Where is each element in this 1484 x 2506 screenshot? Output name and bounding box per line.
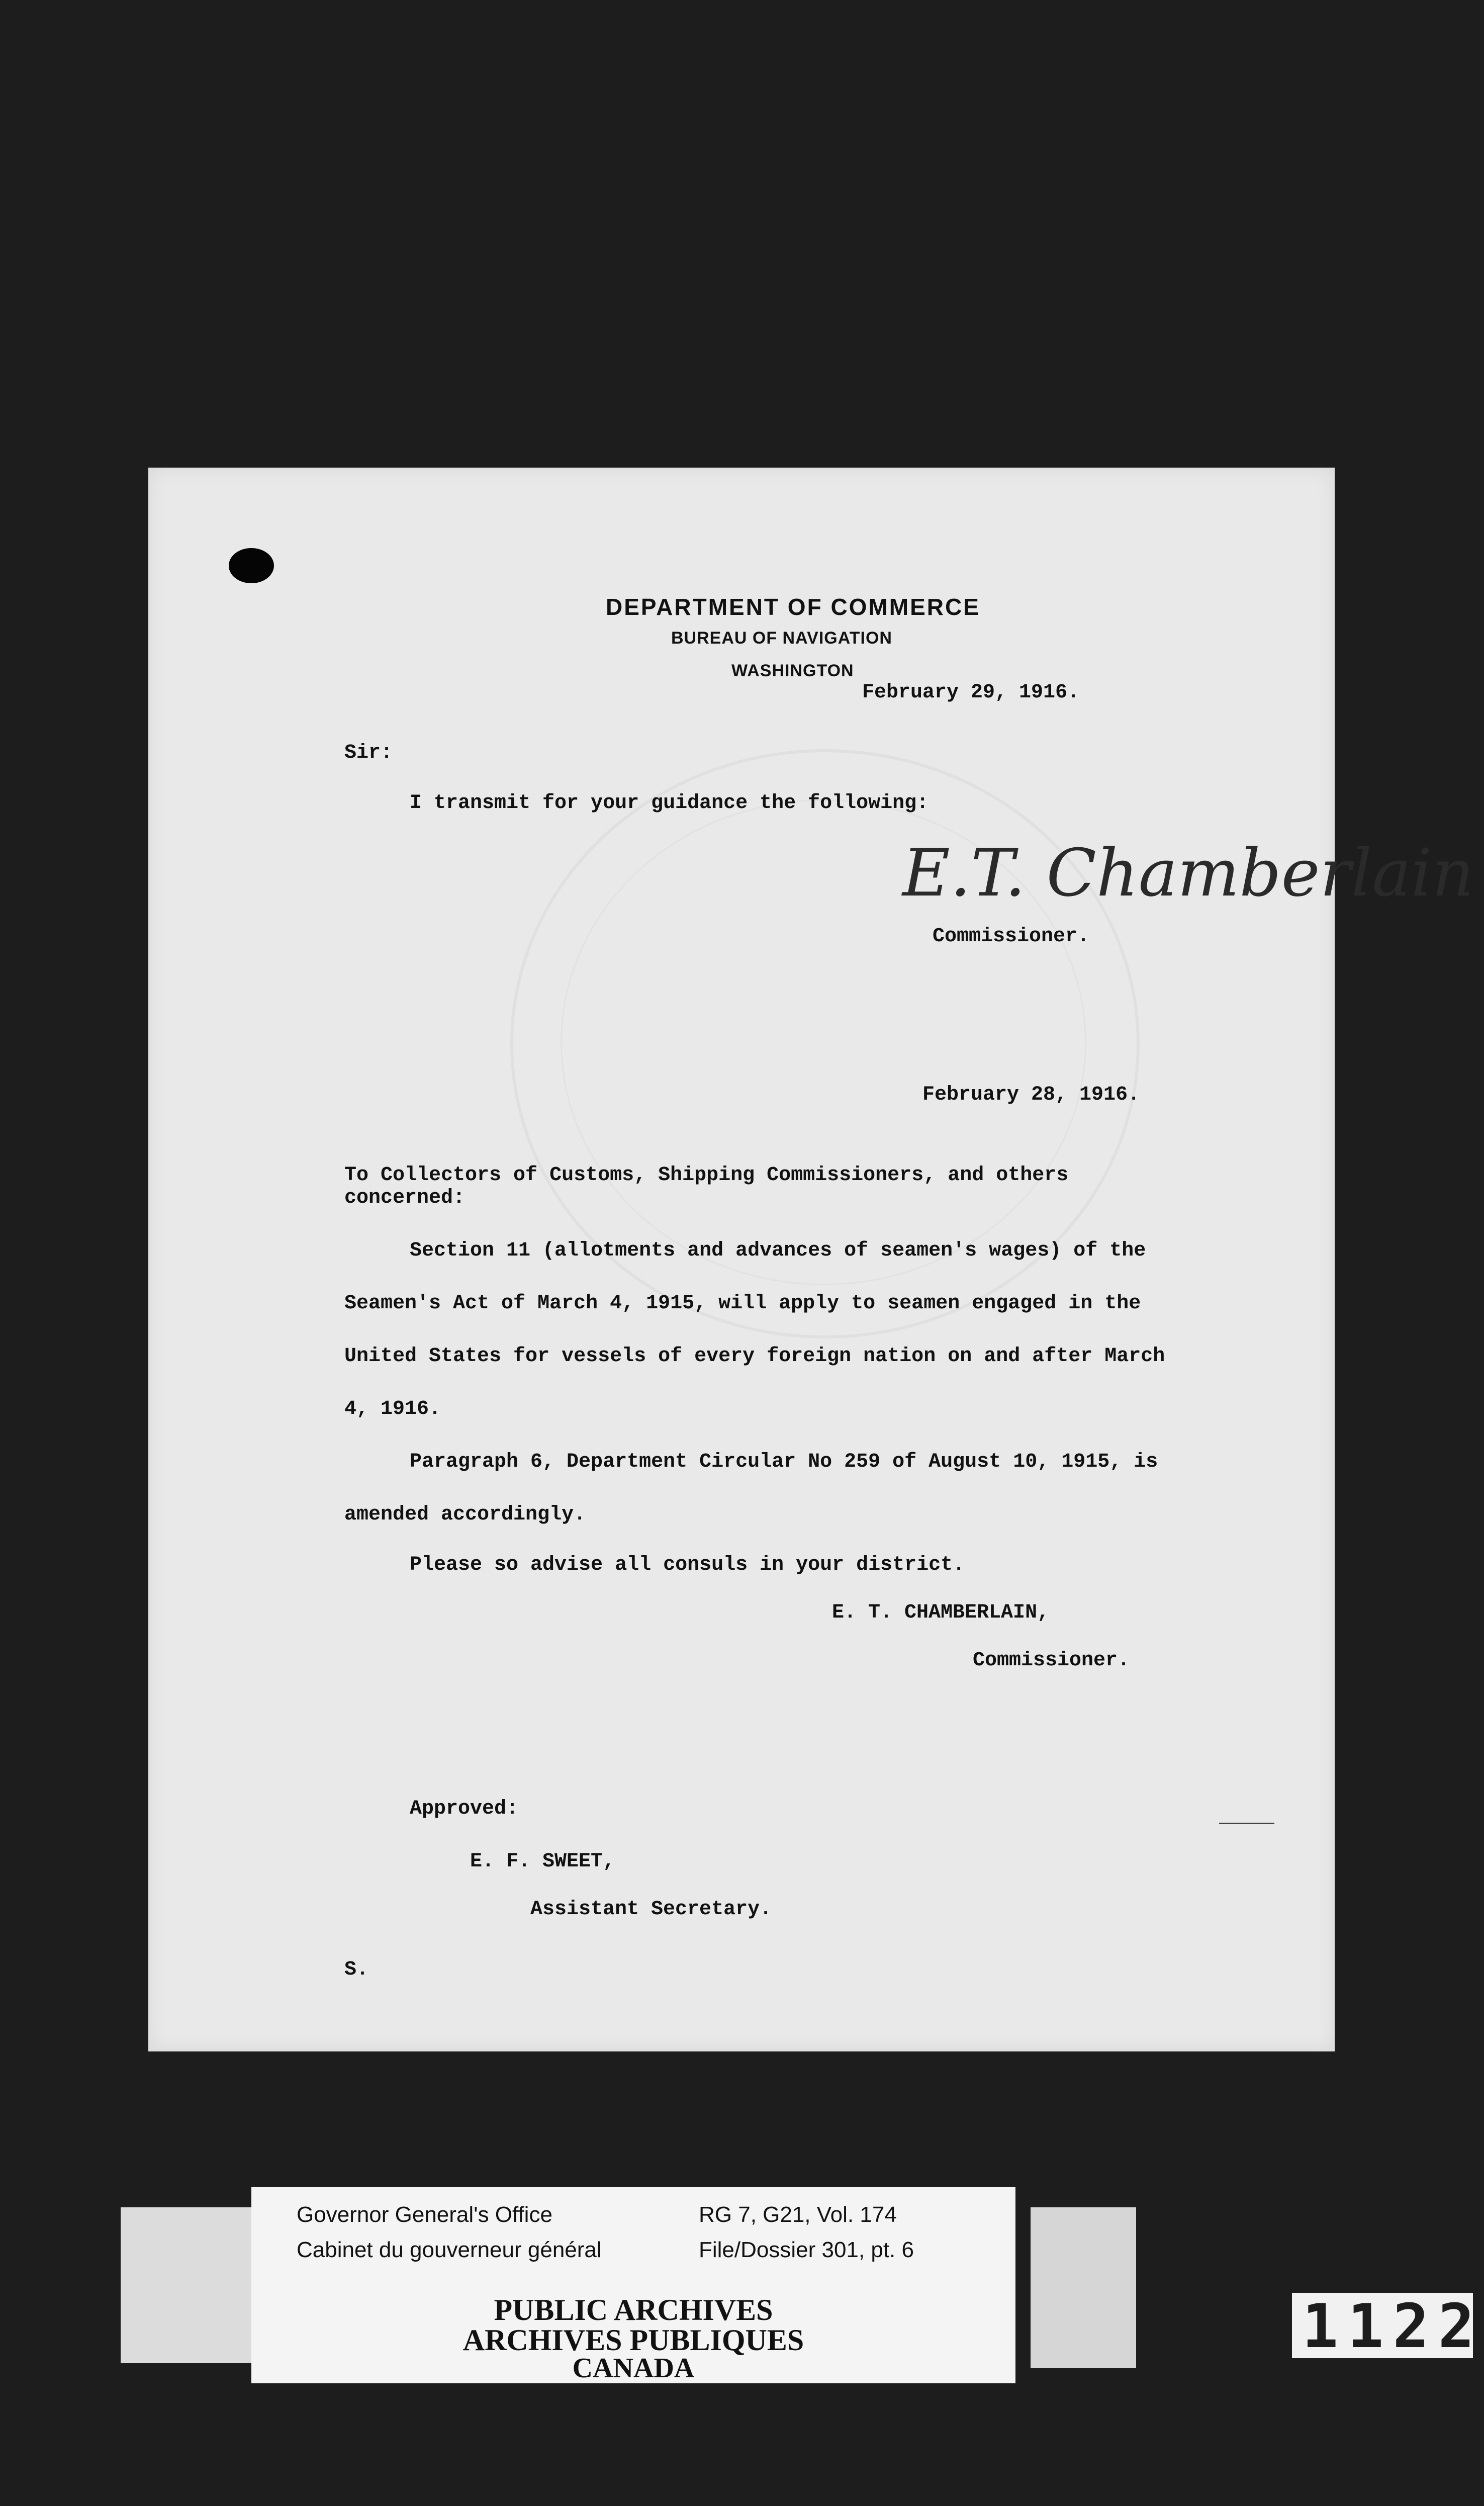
label-right-tab	[1031, 2207, 1136, 2368]
signer-name: E. T. CHAMBERLAIN,	[832, 1601, 1050, 1624]
punch-hole	[229, 548, 274, 583]
office-french: Cabinet du gouverneur général	[297, 2238, 602, 2262]
address-line-1: To Collectors of Customs, Shipping Commissioners, and others	[344, 1164, 1069, 1187]
paragraph-3: Please so advise all consuls in your district.	[410, 1554, 965, 1576]
file-reference: File/Dossier 301, pt. 6	[699, 2238, 914, 2262]
stamp-line-1: PUBLIC ARCHIVES	[494, 2293, 773, 2326]
approver-name: E. F. SWEET,	[470, 1850, 615, 1873]
pencil-mark	[1219, 1823, 1274, 1824]
office-english: Governor General's Office	[297, 2202, 552, 2227]
approver-title: Assistant Secretary.	[530, 1898, 772, 1921]
signer-title: Commissioner.	[973, 1649, 1130, 1672]
typist-initial: S.	[344, 1958, 369, 1981]
stamp-line-3: CANADA	[572, 2353, 695, 2384]
record-group-reference: RG 7, G21, Vol. 174	[699, 2202, 897, 2227]
circular-date: February 28, 1916.	[922, 1084, 1140, 1106]
label-left-tab	[121, 2207, 251, 2363]
reference-card	[251, 2187, 1015, 2288]
frame-number-box	[1292, 2292, 1483, 2362]
letterhead-bureau: BUREAU OF NAVIGATION	[671, 629, 892, 648]
cover-signature-title: Commissioner.	[933, 925, 1090, 948]
cover-date: February 29, 1916.	[862, 681, 1080, 704]
letterhead-department: DEPARTMENT OF COMMERCE	[606, 594, 980, 620]
frame-number: 1122	[1302, 2292, 1483, 2362]
paragraph-2-line-2: amended accordingly.	[344, 1503, 586, 1526]
cover-body: I transmit for your guidance the following:	[410, 792, 929, 815]
salutation: Sir:	[344, 742, 393, 764]
letterhead-city: WASHINGTON	[731, 661, 854, 680]
paragraph-2-line-1: Paragraph 6, Department Circular No 259 of August 10, 1915, is	[410, 1451, 1158, 1473]
stamp-line-2: ARCHIVES PUBLIQUES	[462, 2323, 804, 2357]
paragraph-1-line-1: Section 11 (allotments and advances of seamen's wages) of the	[410, 1239, 1146, 1262]
paragraph-1-line-4: 4, 1916.	[344, 1398, 441, 1420]
archives-stamp	[251, 2288, 1015, 2383]
handwritten-signature: E.T. Chamberlain	[902, 835, 1474, 911]
document-page	[148, 468, 1474, 2051]
address-line-2: concerned:	[344, 1187, 466, 1209]
paragraph-1-line-2: Seamen's Act of March 4, 1915, will apply to seamen engaged in the	[344, 1292, 1141, 1315]
approved-label: Approved:	[410, 1798, 519, 1820]
paragraph-1-line-3: United States for vessels of every foreign nation on and after March	[344, 1345, 1165, 1368]
